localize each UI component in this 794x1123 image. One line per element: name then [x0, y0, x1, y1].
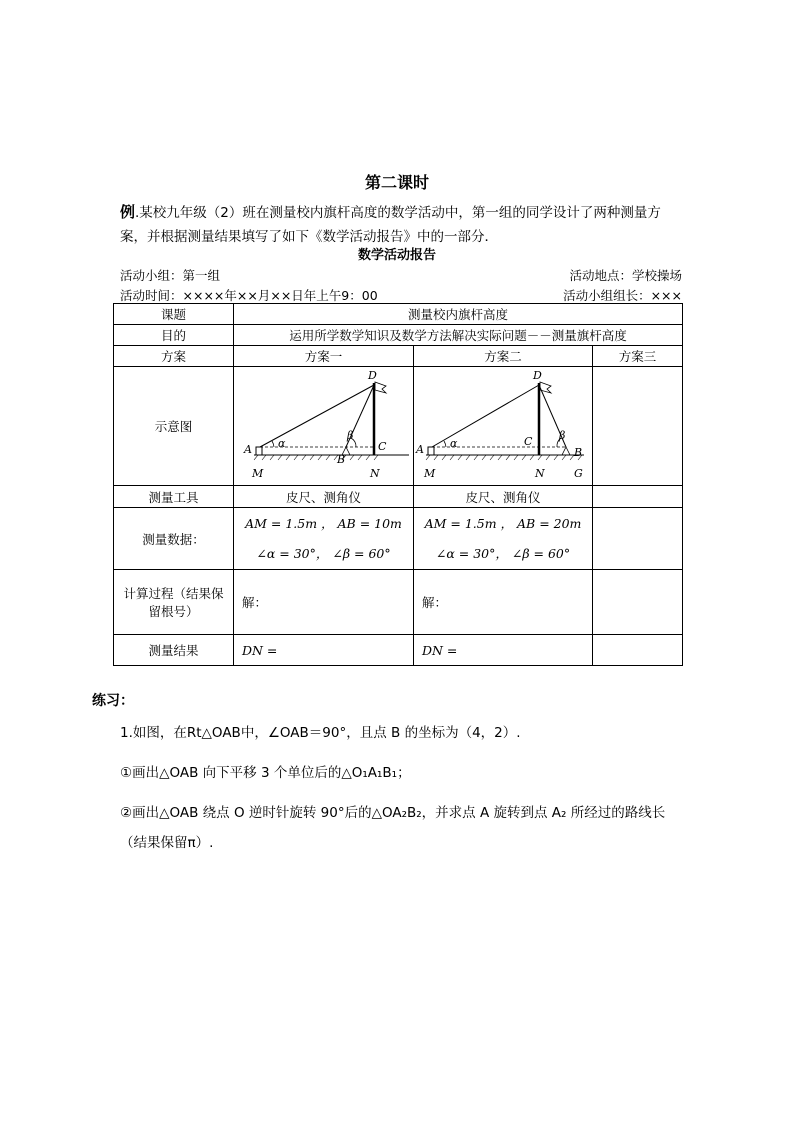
- plan-1-data-line-2: ∠α = 30°， ∠β = 60°: [256, 545, 391, 561]
- label-A: A: [416, 443, 424, 456]
- label-beta: β: [347, 429, 354, 442]
- plan-3-data: [593, 508, 683, 570]
- label-M: M: [252, 467, 264, 480]
- label-C: C: [524, 435, 533, 448]
- plan-1-result: DN =: [234, 635, 414, 666]
- exercise-heading: 练习：: [92, 693, 134, 709]
- label-N: N: [370, 467, 380, 480]
- plan-2-diagram-svg: [414, 367, 593, 482]
- table-row-diagram: [114, 367, 683, 486]
- plan-2-name: 方案二: [414, 346, 593, 367]
- plan-2-diagram: [414, 367, 593, 486]
- table-row-result: [114, 635, 683, 666]
- plan-2-data-line-2: ∠α = 30°， ∠β = 60°: [435, 545, 571, 561]
- tools-label: 测量工具: [114, 486, 234, 508]
- topic-value: 测量校内旗杆高度: [234, 304, 683, 325]
- table-row-calc: [114, 570, 683, 635]
- example-text: .某校九年级（2）班在测量校内旗杆高度的数学活动中，第一组的同学设计了两种测量方案，并根据测量结果填写了如下《数学活动报告》中的一部分．: [120, 205, 661, 245]
- label-N: N: [535, 467, 545, 480]
- label-D: D: [368, 369, 377, 382]
- table-row-plans: [114, 346, 683, 367]
- label-M: M: [424, 467, 436, 480]
- exercise-q1a: ①画出△OAB 向下平移 3 个单位后的△O₁A₁B₁；: [120, 765, 411, 781]
- label-B: B: [574, 446, 583, 459]
- label-beta: β: [559, 429, 566, 442]
- exercise-q1: 1.如图，在Rt△OAB中，∠OAB＝90°，且点 B 的坐标为（4，2）.: [120, 725, 521, 741]
- plan-3-name: 方案三: [593, 346, 683, 367]
- calc-label: 计算过程（结果保留根号）: [114, 570, 234, 635]
- table-row-goal: [114, 325, 683, 346]
- goal-value: 运用所学数学知识及数学方法解决实际问题－－测量旗杆高度: [234, 325, 683, 346]
- label-B: B: [337, 453, 346, 466]
- table-row-data: [114, 508, 683, 570]
- example-intro: [120, 200, 685, 249]
- data-label: 测量数据：: [114, 508, 234, 570]
- plan-3-diagram: [593, 367, 683, 486]
- exercise-q1b: ②画出△OAB 绕点 O 逆时针旋转 90°后的△OA₂B₂，并求点 A 旋转到点 A₂ 所经过的路线长（结果保留π）.: [120, 805, 666, 851]
- table-row-topic: [114, 304, 683, 325]
- plan-1-data-line-1: AM = 1.5m ， AB = 10m: [245, 515, 402, 531]
- plan-1-tools: 皮尺、测角仪: [234, 486, 414, 508]
- activity-group: 活动小组：第一组: [120, 268, 221, 283]
- plan-1-data: [234, 508, 414, 570]
- result-label: 测量结果: [114, 635, 234, 666]
- activity-leader: 活动小组组长：×××: [563, 288, 682, 303]
- plan-2-data-line-1: AM = 1.5m ， AB = 20m: [424, 515, 582, 531]
- plan-1-diagram: [234, 367, 414, 486]
- plan-label: 方案: [114, 346, 234, 367]
- plan-1-calc: 解：: [234, 570, 414, 635]
- diagram-label: 示意图: [114, 367, 234, 486]
- plan-2-data: [414, 508, 593, 570]
- plan-1-name: 方案一: [234, 346, 414, 367]
- label-A: A: [244, 443, 252, 456]
- report-table: [113, 303, 683, 666]
- activity-time: 活动时间：××××年××月××日年上午9：00: [120, 288, 378, 303]
- label-alpha: α: [278, 437, 286, 450]
- goal-label: 目的: [114, 325, 234, 346]
- label-D: D: [533, 369, 542, 382]
- topic-label: 课题: [114, 304, 234, 325]
- plan-3-result: [593, 635, 683, 666]
- plan-3-tools: [593, 486, 683, 508]
- plan-1-diagram-svg: [234, 367, 414, 482]
- plan-2-result: DN =: [414, 635, 593, 666]
- report-title: 数学活动报告: [357, 248, 436, 263]
- activity-location: 活动地点：学校操场: [569, 268, 682, 283]
- plan-2-tools: 皮尺、测角仪: [414, 486, 593, 508]
- page-title: 第二课时: [364, 173, 429, 192]
- example-label: 例: [120, 203, 136, 221]
- plan-2-calc: 解：: [414, 570, 593, 635]
- table-row-tools: [114, 486, 683, 508]
- report-meta-row-2: [120, 286, 682, 304]
- label-C: C: [378, 440, 387, 453]
- plan-3-calc: [593, 570, 683, 635]
- label-G: G: [574, 467, 583, 480]
- label-alpha: α: [450, 437, 458, 450]
- report-meta-row-1: [120, 266, 682, 284]
